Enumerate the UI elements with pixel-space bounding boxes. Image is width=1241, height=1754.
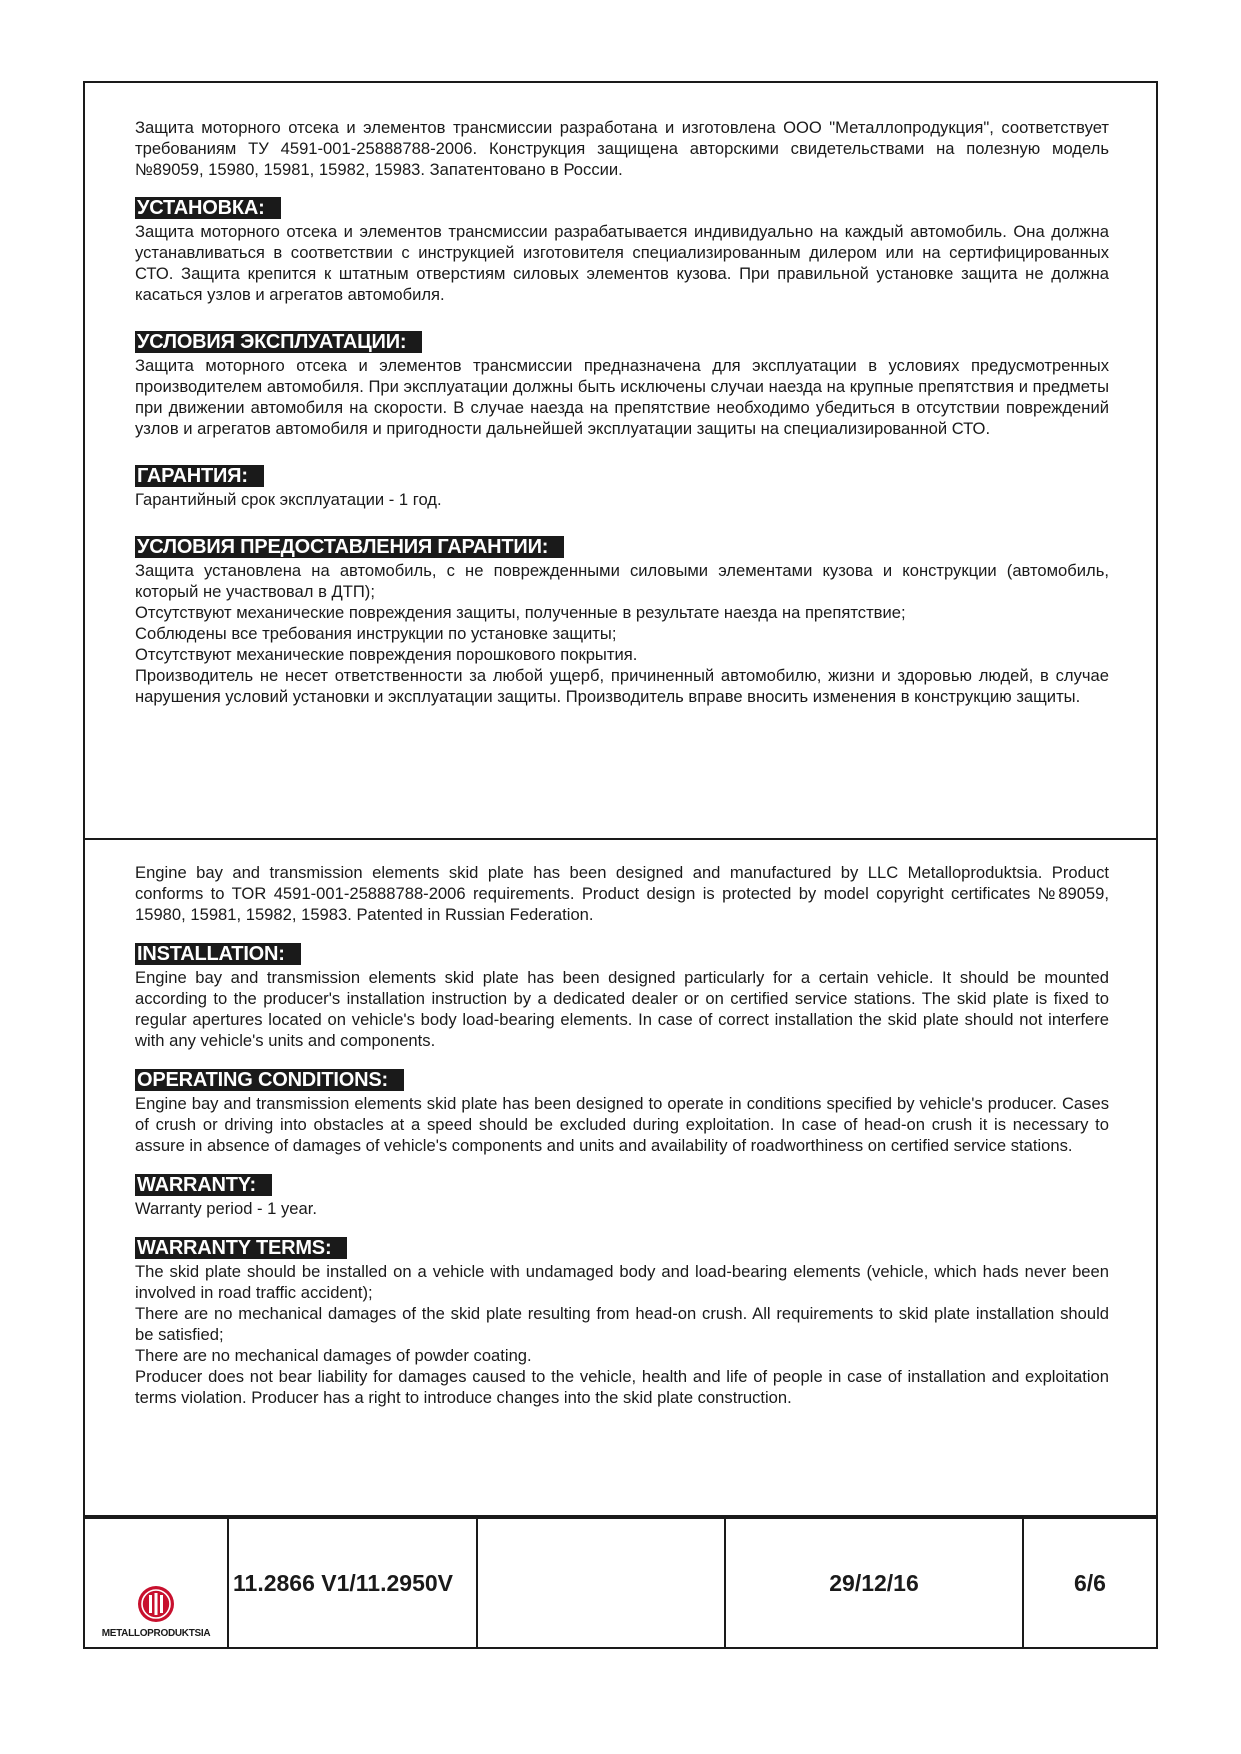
en-operating-heading: OPERATING CONDITIONS: [135, 1069, 404, 1091]
blank-cell [476, 1519, 724, 1647]
ru-installation-block [135, 197, 1109, 305]
ru-terms-line: Соблюдены все требования инструкции по установке защиты; [135, 624, 617, 643]
english-section [85, 840, 1156, 1521]
ru-intro: Защита моторного отсека и элементов трансмиссии разработана и изготовлена ООО "Металлопродукция", соответствует требованиям ТУ 4591-001-25888788-2006. Конструкция защищена авторскими свидетельствами на полезную модель №89059, 15980, 15981, 15982, 15983. Запатентовано в России. [135, 118, 1109, 179]
en-terms-block [135, 1237, 1109, 1408]
en-installation-heading: INSTALLATION: [135, 943, 301, 965]
english-content [135, 862, 1109, 1408]
en-terms-line: There are no mechanical damages of powder coating. [135, 1346, 532, 1365]
en-warranty-text: Warranty period - 1 year. [135, 1199, 317, 1218]
en-warranty-block [135, 1174, 1109, 1219]
en-warranty-heading: WARRANTY: [135, 1174, 272, 1196]
en-terms-line: Producer does not bear liability for damages caused to the vehicle, health and life of people in case of installation and exploitation terms violation. Producer has a right to introduce changes into the skid plate construction. [135, 1367, 1109, 1407]
title-block-footer [85, 1515, 1156, 1647]
ru-warranty-heading: ГАРАНТИЯ: [135, 465, 264, 487]
page-number: 6/6 [1022, 1519, 1156, 1647]
en-installation-text: Engine bay and transmission elements skid plate has been designed particularly for a certain vehicle. It should be mounted according to the producer's installation instruction by a dedicated dealer or on certified service stations. The skid plate is fixed to regular apertures located on vehicle's body load-bearing elements. In case of correct installation the skid plate should not interfere with any vehicle's units and components. [135, 968, 1109, 1050]
en-operating-text: Engine bay and transmission elements skid plate has been designed to operate in conditions specified by vehicle's producer. Cases of crush or driving into obstacles at a speed should be excluded during exploitation. In case of head-on crush it is necessary to assure in absence of damages of vehicle's components and units and availability of roadworthiness on certified service stations. [135, 1094, 1109, 1155]
en-terms-heading: WARRANTY TERMS: [135, 1237, 347, 1259]
russian-section [85, 83, 1156, 840]
ru-terms-heading: УСЛОВИЯ ПРЕДОСТАВЛЕНИЯ ГАРАНТИИ: [135, 536, 564, 558]
ru-terms-line: Производитель не несет ответственности за любой ущерб, причиненный автомобилю, жизни и здоровью людей, в случае нарушения условий установки и эксплуатации защиты. Производитель вправе вносить изменения в конструкцию защиты. [135, 666, 1109, 706]
en-terms-line: There are no mechanical damages of the skid plate resulting from head-on crush. All requirements to skid plate installation should be satisfied; [135, 1304, 1109, 1344]
ru-terms-block [135, 536, 1109, 707]
ru-warranty-block [135, 465, 1109, 510]
ru-terms-line: Отсутствуют механические повреждения защиты, полученные в результате наезда на препятствие; [135, 603, 906, 622]
en-intro: Engine bay and transmission elements skid plate has been designed and manufactured by LLC Metalloproduktsia. Product conforms to TOR 4591-001-25888788-2006 requirements. Product design is protected by model copyright certificates №89059, 15980, 15981, 15982, 15983. Patented in Russian Federation. [135, 863, 1109, 924]
ru-warranty-text: Гарантийный срок эксплуатации - 1 год. [135, 490, 442, 509]
russian-content [135, 117, 1109, 707]
ru-terms-line: Защита установлена на автомобиль, с не поврежденными силовыми элементами кузова и конструкции (автомобиль, который не участвовал в ДТП); [135, 561, 1109, 601]
document-frame [83, 81, 1158, 1649]
ru-terms-line: Отсутствуют механические повреждения порошкового покрытия. [135, 645, 638, 664]
ru-installation-text: Защита моторного отсека и элементов трансмиссии разрабатывается индивидуально на каждый автомобиль. Она должна устанавливаться в соответствии с инструкцией изготовителя специализированным дилером или на сертифицированных СТО. Защита крепится к штатным отверстиям силовых элементов кузова. При правильной установке защита не должна касаться узлов и агрегатов автомобиля. [135, 222, 1109, 304]
product-code: 11.2866 V1/11.2950V [227, 1519, 476, 1647]
ru-operating-heading: УСЛОВИЯ ЭКСПЛУАТАЦИИ: [135, 331, 422, 353]
en-terms-line: The skid plate should be installed on a vehicle with undamaged body and load-bearing elements (vehicle, which hads never been involved in road traffic accident); [135, 1262, 1109, 1302]
en-installation-block [135, 943, 1109, 1051]
document-date: 29/12/16 [724, 1519, 1022, 1647]
logo-text: METALLOPRODUKTSIA [101, 1628, 211, 1639]
ru-operating-block [135, 331, 1109, 439]
en-operating-block [135, 1069, 1109, 1156]
ru-installation-heading: УСТАНОВКА: [135, 197, 281, 219]
logo-cell [85, 1519, 227, 1647]
ru-operating-text: Защита моторного отсека и элементов трансмиссии предназначена для эксплуатации в условиях предусмотренных производителем автомобиля. При эксплуатации должны быть исключены случаи наезда на крупные препятствия и предметы при движении автомобиля на скорости. В случае наезда на препятствие необходимо убедиться в отсутствии повреждений узлов и агрегатов автомобиля и пригодности дальнейшей эксплуатации защиты на специализированной СТО. [135, 356, 1109, 438]
metalloproduktsia-logo-icon [136, 1584, 176, 1624]
